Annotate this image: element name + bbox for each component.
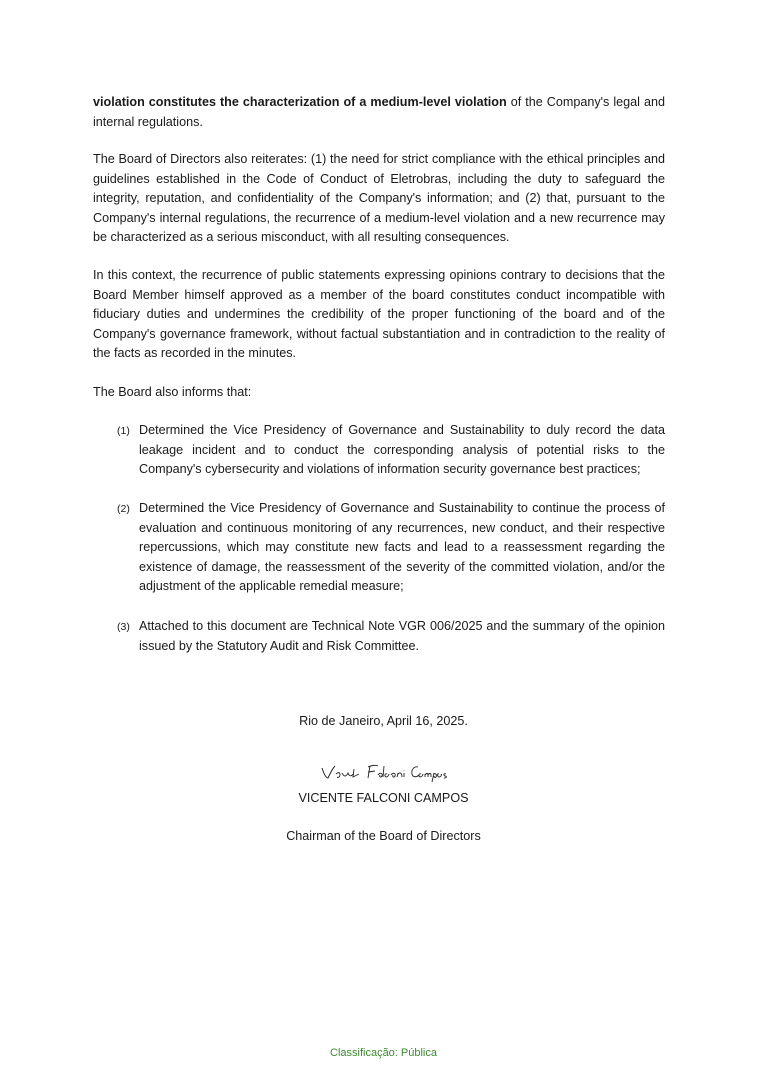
paragraph-board-informs: The Board also informs that: [93,385,252,399]
list-item-number: (2) [117,503,130,515]
list-item-number: (3) [117,621,130,633]
signer-name: VICENTE FALCONI CAMPOS [298,791,469,805]
place-date: Rio de Janeiro, April 16, 2025. [299,714,468,728]
list-item-text: Determined the Vice Presidency of Governance and Sustainability to duly record the data leakage incident and to conduct the corresponding analysis of potential risks to the Company's cybersecurity and violations of information security governance best practices; [139,423,665,476]
paragraph-board-reiterates: The Board of Directors also reiterates: (1) the need for strict compliance with the ethical principles and guidelines established in the Code of Conduct of Eletrobras, including the duty to safeguard the integrity, reputation, and confidentiality of the Company's information; and (2) that, pursuant to the Company's internal regulations, the recurrence of a medium-level violation and a new recurrence may be characterized as a serious misconduct, with all resulting consequences. [93,152,665,244]
paragraph-bold-lead: violation constitutes the characterization of a medium-level violation [93,95,507,109]
signature-image [318,760,458,784]
classification-label: Classificação: Pública [330,1047,437,1059]
list-item [117,617,665,656]
paragraph-rest: of the Company's legal and internal regulations. [93,95,665,129]
list-item-number: (1) [117,425,130,437]
paragraph-context: In this context, the recurrence of public statements expressing opinions contrary to decisions that the Board Member himself approved as a member of the board constitutes conduct incompatible with fiduciary duties and undermines the credibility of the proper functioning of the board and of the Company's governance framework, without factual substantiation and in contradiction to the reality of the facts as recorded in the minutes. [93,268,665,360]
list-item [117,421,665,480]
paragraph-violation [93,93,665,132]
list-item [117,499,665,597]
list-item-text: Determined the Vice Presidency of Governance and Sustainability to continue the process of evaluation and continuous monitoring of any recurrences, new conduct, and their respective repercussions, which may constitute new facts and lead to a reassessment regarding the existence of damage, the reassessment of the severity of the committed violation, and/or the adjustment of the applicable remedial measure; [139,501,665,593]
signer-title: Chairman of the Board of Directors [286,829,481,843]
list-item-text: Attached to this document are Technical Note VGR 006/2025 and the summary of the opinion issued by the Statutory Audit and Risk Committee. [139,619,665,653]
